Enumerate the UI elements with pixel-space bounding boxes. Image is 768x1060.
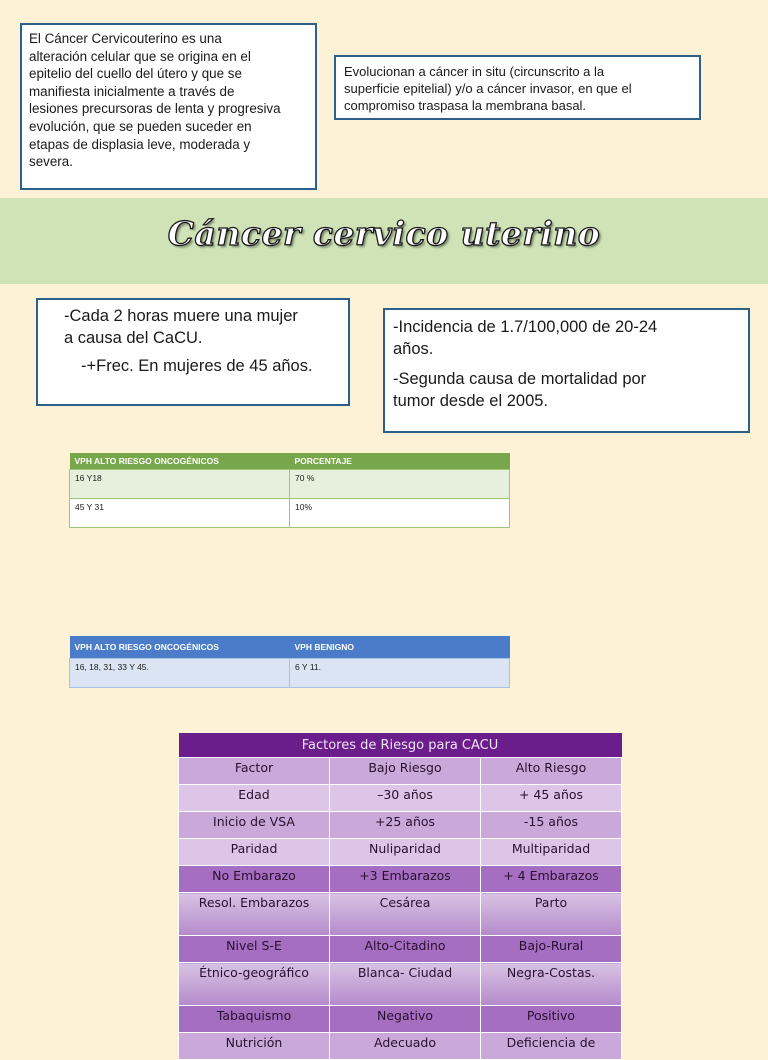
table-cell: 16 Y18 <box>70 470 290 499</box>
table-cell: Multiparidad <box>481 839 622 866</box>
vph-percentage-table <box>69 453 510 528</box>
table-cell: Nutrición <box>179 1033 330 1060</box>
vph-benign-table <box>69 636 510 688</box>
table-header: VPH ALTO RIESGO ONCOGÉNICOS <box>70 453 290 470</box>
risk-header: Bajo Riesgo <box>330 758 481 785</box>
table-cell: Resol. Embarazos <box>179 893 330 936</box>
risk-title-row <box>179 733 622 758</box>
definition-line: evolución, que se pueden suceder en <box>29 118 252 134</box>
definition-line: El Cáncer Cervicouterino es una <box>29 31 222 46</box>
table-cell: +3 Embarazos <box>330 866 481 893</box>
table-header: PORCENTAJE <box>290 453 510 470</box>
table-row <box>70 470 510 499</box>
table-cell: –30 años <box>330 785 481 812</box>
definition-line: lesiones precursoras de lenta y progresiva <box>29 101 281 117</box>
table-cell: 45 Y 31 <box>70 499 290 528</box>
definition-line: epitelio del cuello del útero y que se <box>29 66 242 82</box>
table-cell: +25 años <box>330 812 481 839</box>
table-cell: Positivo <box>481 1006 622 1033</box>
table-row <box>179 1033 622 1060</box>
evolution-box <box>334 55 701 120</box>
table-cell: Tabaquismo <box>179 1006 330 1033</box>
table-cell: Negativo <box>330 1006 481 1033</box>
table-cell: 16, 18, 31, 33 Y 45. <box>70 658 290 687</box>
evolution-line: superficie epitelial) y/o a cáncer invasor, en que el <box>344 81 632 96</box>
table-row <box>179 785 622 812</box>
table-cell: Adecuado <box>330 1033 481 1060</box>
incidence-line: años. <box>393 340 434 358</box>
definition-box <box>20 23 317 190</box>
table-header: VPH BENIGNO <box>290 636 510 658</box>
mortality-line: -Cada 2 horas muere una mujer <box>64 307 298 325</box>
table-row <box>70 499 510 528</box>
definition-line: manifiesta inicialmente a través de <box>29 83 235 99</box>
risk-table-title: Factores de Riesgo para CACU <box>179 733 622 758</box>
risk-header-row <box>179 758 622 785</box>
table-row <box>179 936 622 963</box>
risk-header: Factor <box>179 758 330 785</box>
table-cell: Étnico-geográfico <box>179 963 330 1006</box>
table-cell: Parto <box>481 893 622 936</box>
table-header: VPH ALTO RIESGO ONCOGÉNICOS <box>70 636 290 658</box>
table-cell: 6 Y 11. <box>290 658 510 687</box>
table-header-row <box>70 453 510 470</box>
table-row <box>70 658 510 687</box>
table-cell: Inicio de VSA <box>179 812 330 839</box>
table-cell: Cesárea <box>330 893 481 936</box>
table-cell: 70 % <box>290 470 510 499</box>
table-row <box>179 866 622 893</box>
table-row <box>179 893 622 936</box>
mortality-cause-text <box>393 368 740 412</box>
table-row <box>179 963 622 1006</box>
table-row <box>179 812 622 839</box>
mortality-line: a causa del CaCU. <box>64 329 203 347</box>
table-cell: Nuliparidad <box>330 839 481 866</box>
table-row <box>179 1006 622 1033</box>
mortality-text <box>64 305 334 349</box>
risk-header: Alto Riesgo <box>481 758 622 785</box>
incidence-box <box>383 308 750 433</box>
frequency-text: -+Frec. En mujeres de 45 años. <box>81 357 313 375</box>
incidence-text <box>393 316 740 360</box>
table-cell: 10% <box>290 499 510 528</box>
table-cell: Alto-Citadino <box>330 936 481 963</box>
table-header-row <box>70 636 510 658</box>
definition-line: alteración celular que se origina en el <box>29 48 251 64</box>
table-cell: Edad <box>179 785 330 812</box>
mortality-box <box>36 298 350 406</box>
risk-factors-table <box>178 733 622 1050</box>
table-cell: Paridad <box>179 839 330 866</box>
definition-line: severa. <box>29 154 73 170</box>
mortality-cause-line: tumor desde el 2005. <box>393 392 549 410</box>
table-cell: + 45 años <box>481 785 622 812</box>
table-cell: No Embarazo <box>179 866 330 893</box>
table-row <box>179 839 622 866</box>
incidence-line: -Incidencia de 1.7/100,000 de 20-24 <box>393 318 658 336</box>
table-cell: Deficiencia de <box>481 1033 622 1060</box>
table-cell: Blanca- Ciudad <box>330 963 481 1006</box>
evolution-line: Evolucionan a cáncer in situ (circunscrito a la <box>344 64 605 79</box>
mortality-cause-line: -Segunda causa de mortalidad por <box>393 370 647 388</box>
table-cell: Negra-Costas. <box>481 963 622 1006</box>
definition-line: etapas de displasia leve, moderada y <box>29 136 251 152</box>
table-cell: Bajo-Rural <box>481 936 622 963</box>
table-cell: Nivel S-E <box>179 936 330 963</box>
table-cell: + 4 Embarazos <box>481 866 622 893</box>
table-cell: -15 años <box>481 812 622 839</box>
evolution-line: compromiso traspasa la membrana basal. <box>344 98 587 113</box>
page-title: Cáncer cervico uterino <box>167 214 601 253</box>
